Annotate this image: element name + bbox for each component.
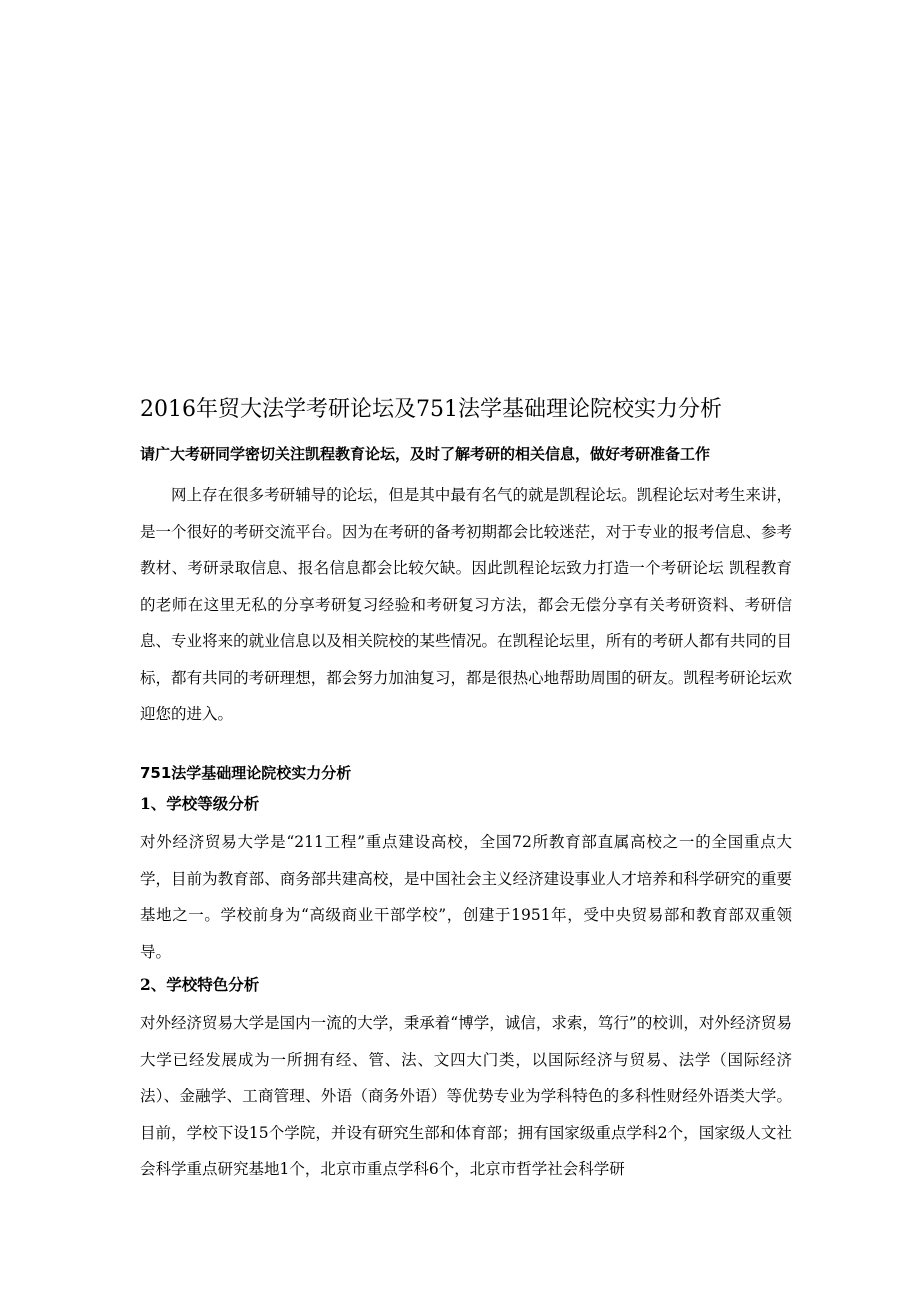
- school-features-heading: 2、学校特色分析: [140, 975, 260, 994]
- school-level-paragraph: 对外经济贸易大学是“211工程”重点建设高校，全国72所教育部直属高校之一的全国重点大学，目前为教育部、商务部共建高校，是中国社会主义经济建设事业人才培养和科学研究的重要基地之一。学校前身为“高级商业干部学校”，创建于1951年，受中央贸易部和教育部双重领导。: [140, 833, 792, 961]
- school-features-paragraph: 对外经济贸易大学是国内一流的大学，秉承着“博学，诚信，求索，笃行”的校训，对外经济贸易大学已经发展成为一所拥有经、管、法、文四大门类，以国际经济与贸易、法学（国际经济法）、金融学、工商管理、外语（商务外语）等优势专业为学科特色的多科性财经外语类大学。目前，学校下设15个学院，并设有研究生部和体育部；拥有国家级重点学科2个，国家级人文社会科学重点研究基地1个，北京市重点学科6个，北京市哲学社会科学研: [140, 1014, 792, 1178]
- document-title: 2016年贸大法学考研论坛及751法学基础理论院校实力分析: [140, 397, 722, 422]
- document-subtitle: 请广大考研同学密切关注凯程教育论坛，及时了解考研的相关信息，做好考研准备工作: [140, 445, 711, 463]
- section-heading: 751法学基础理论院校实力分析: [140, 764, 352, 782]
- intro-paragraph: 网上存在很多考研辅导的论坛，但是其中最有名气的就是凯程论坛。凯程论坛对考生来讲，是一个很好的考研交流平台。因为在考研的备考初期都会比较迷茫，对于专业的报考信息、参考教材、考研录取信息、报名信息都会比较欠缺。因此凯程论坛致力打造一个考研论坛 凯程教育的老师在这里无私的分享考研复习经验和考研复习方法，都会无偿分享有关考研资料、考研信息、专业将来的就业信息以及相关院校的某些情况。在凯程论坛里，所有的考研人都有共同的目标，都有共同的考研理想，都会努力加油复习，都是很热心地帮助周围的研友。凯程考研论坛欢迎您的进入。: [140, 486, 792, 723]
- school-level-heading: 1、学校等级分析: [140, 794, 260, 813]
